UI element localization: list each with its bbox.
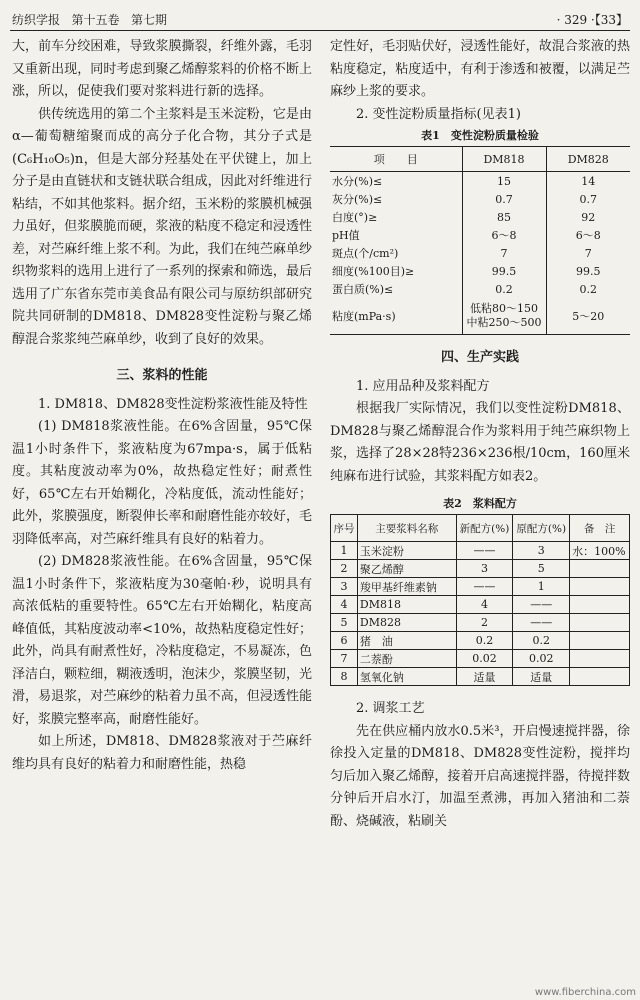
right-column [330, 36, 630, 996]
table-cell: 2 [456, 614, 513, 632]
header-rule [10, 30, 630, 31]
table-cell: 水：100% [570, 542, 630, 560]
table-cell: 5～20 [572, 310, 605, 323]
subsection-heading: 1. 应用品种及浆料配方 [356, 378, 490, 394]
table-row [331, 614, 630, 632]
table-cell: 3 [456, 560, 513, 578]
issue-number: 第七期 [130, 13, 167, 27]
table-cell [570, 596, 630, 614]
table-row [331, 668, 630, 686]
table-row [330, 298, 630, 335]
table-cell: 0.02 [513, 650, 570, 668]
table-header-row [331, 515, 630, 542]
table-row [330, 190, 630, 208]
table-cell: 水分(%)≤ [332, 175, 383, 188]
table-cell: 灰分(%)≤ [332, 193, 383, 206]
paragraph: 根据我厂实际情况，我们以变性淀粉DM818、DM828与聚乙烯醇混合作为浆料用于纯苎麻织物上浆，选择了28×28特236×236根/10cm，160厘米纯麻布进行试验，其浆料配方如表2。 [330, 401, 630, 484]
table-cell: 5 [331, 614, 358, 632]
table-cell: DM818 [357, 596, 456, 614]
paragraph: 定性好，毛羽贴伏好，浸透性能好，故混合浆液的热粘度稳定，粘度适中，有利于渗透和被覆，以满足苎麻纱上浆的要求。 [330, 39, 630, 99]
table-row [331, 578, 630, 596]
table-cell: 猪 油 [357, 632, 456, 650]
table-cell: 粘度(mPa·s) [332, 310, 396, 323]
section-heading: 四、生产实践 [440, 350, 519, 365]
table-cell: 0.2 [456, 632, 513, 650]
table-cell: 0.7 [462, 190, 546, 208]
subsection-heading: 2. 变性淀粉质量指标(见表1) [356, 106, 521, 122]
quality-table [330, 146, 630, 335]
table-row [331, 542, 630, 560]
table-cell: 5 [513, 560, 570, 578]
table-cell: 8 [331, 668, 358, 686]
header-left [12, 11, 167, 28]
page-number: · 329 ·【33】 [556, 13, 628, 27]
table-cell: 7 [462, 244, 546, 262]
table-cell: 99.5 [462, 262, 546, 280]
table-cell: 99.5 [576, 264, 601, 278]
table-header-cell: 项 目 [330, 147, 462, 172]
table-header-cell: 备 注 [570, 515, 630, 542]
table-cell: 3 [331, 578, 358, 596]
table-cell: 4 [456, 596, 513, 614]
table-row [331, 596, 630, 614]
table-cell: 二萘酚 [357, 650, 456, 668]
table-cell: 2 [331, 560, 358, 578]
table-cell: 聚乙烯醇 [357, 560, 456, 578]
table-row [330, 226, 630, 244]
table-row [331, 650, 630, 668]
table-cell: 1 [513, 578, 570, 596]
table-cell [570, 560, 630, 578]
table-cell: 蛋白质(%)≤ [332, 283, 394, 296]
table-cell: 羧甲基纤维素钠 [357, 578, 456, 596]
table-cell: 85 [462, 208, 546, 226]
table-header-cell: 主要浆料名称 [357, 515, 456, 542]
volume-number: 第十五卷 [71, 13, 120, 27]
table-row [330, 172, 630, 191]
section-heading: 三、浆料的性能 [116, 368, 208, 383]
table-cell [570, 614, 630, 632]
table-row [331, 560, 630, 578]
table-cell: 0.7 [579, 192, 597, 206]
table-header-cell: 新配方(%) [456, 515, 513, 542]
table-header-row [330, 147, 630, 172]
table-caption: 表1 变性淀粉质量检验 [421, 129, 539, 142]
table-cell: —— [513, 614, 570, 632]
table-cell [570, 632, 630, 650]
table-cell: 氢氧化钠 [357, 668, 456, 686]
table-cell: 白度(°)≥ [332, 211, 378, 224]
running-header [12, 6, 628, 28]
table-cell: 7 [331, 650, 358, 668]
table-cell: 3 [513, 542, 570, 560]
table-cell: DM828 [357, 614, 456, 632]
table-cell: 4 [331, 596, 358, 614]
watermark: www.fiberchina.com [534, 987, 636, 998]
table-cell: 7 [584, 246, 592, 260]
table-cell: 14 [581, 174, 596, 188]
table-cell [570, 650, 630, 668]
table-cell: 0.2 [579, 282, 597, 296]
left-column [12, 36, 312, 996]
table-cell: 玉米淀粉 [357, 542, 456, 560]
recipe-table [330, 514, 630, 686]
paragraph: 大，前车分绞困难，导致浆膜撕裂，纤维外露，毛羽又重新出现，同时考虑到聚乙烯醇浆料的价格不断上涨，所以，促使我们要对浆料进行新的选择。 [12, 39, 312, 99]
paragraph: (2) DM828浆液性能。在6%含固量，95℃保温1小时条件下，浆液粘度为30毫帕·秒，说明具有高浓低粘的重要特性。65℃左右开始糊化，粘度高峰值低，其粘度波动率<10%，故热粘度稳定性好；此外，尚具有耐煮性好，冷粘度稳定，不易凝冻，色泽洁白，颗粒细，糊液透明，泡沫少，浆膜坚韧，光滑，易退浆，对苎麻纱的粘着力虽不高，但浸透性能好，浆膜完整率高，耐磨性能好。 [12, 554, 312, 727]
table-cell: 6 [331, 632, 358, 650]
table-cell: 0.2 [462, 280, 546, 298]
paragraph: 如上所述，DM818、DM828浆液对于苎麻纤维均具有良好的粘着力和耐磨性能，热稳 [12, 734, 312, 772]
subsection-heading: 1. DM818、DM828变性淀粉浆液性能及特性 [38, 396, 308, 412]
table-cell: 1 [331, 542, 358, 560]
table-caption: 表2 浆料配方 [443, 497, 517, 510]
table-cell: —— [456, 542, 513, 560]
table-cell: 适量 [456, 668, 513, 686]
table-row [330, 244, 630, 262]
table-cell: 适量 [513, 668, 570, 686]
table-cell: 15 [462, 172, 546, 191]
table-cell: 0.02 [456, 650, 513, 668]
table-header-cell: 序号 [331, 515, 358, 542]
table-cell [570, 578, 630, 596]
table-cell: —— [513, 596, 570, 614]
table-cell: 6～8 [462, 226, 546, 244]
journal-name: 纺织学报 [12, 13, 61, 27]
table-row [330, 208, 630, 226]
table-cell: 92 [581, 210, 596, 224]
paragraph: 先在供应桶内放水0.5米³，开启慢速搅拌器，徐徐投入定量的DM818、DM828变性淀粉，搅拌均匀后加入聚乙烯醇，接着开启高速搅拌器，待搅拌数分钟后开启水汀，加温至煮沸，再加入猪油和二萘酚、烧碱液，粘刷关 [330, 723, 630, 829]
table-cell: —— [456, 578, 513, 596]
table-row [330, 280, 630, 298]
table-row [330, 262, 630, 280]
table-header-cell: 原配方(%) [513, 515, 570, 542]
table-cell: 0.2 [513, 632, 570, 650]
subsection-heading: 2. 调浆工艺 [356, 701, 425, 716]
table-cell: 低粘80～150 中粘250～500 [462, 298, 546, 335]
table-cell: pH值 [332, 229, 360, 242]
table-cell: 斑点(个/cm²) [332, 247, 399, 260]
table-cell: 细度(%100目)≥ [332, 265, 415, 278]
table-header-cell: DM828 [546, 147, 630, 172]
table-cell [570, 668, 630, 686]
table-row [331, 632, 630, 650]
paragraph: 供传统选用的第二个主浆料是玉米淀粉，它是由α—葡萄糖缩聚而成的高分子化合物，其分子式是(C₆H₁₀O₅)n，但是大部分羟基处在平伏键上，加上分子是由直链状和支链状联合组成，因此对纤维进行粘结，不如其他浆料。据介绍，玉米粉的浆膜机械强力虽好，但浆膜脆而硬，浆液的粘度不稳定和浸透性差，对苎麻纤维上浆不利。为此，我们在纯苎麻单纱织物浆料的选用上进行了一系列的探索和筛选，最后选用了广东省东莞市美食品有限公司与原纺织部研究院共同研制的DM818、DM828变性淀粉与聚乙烯醇混合浆浆纯苎麻单纱，收到了良好的效果。 [12, 106, 312, 347]
paragraph: (1) DM818浆液性能。在6%含固量，95℃保温1小时条件下，浆液粘度为67mpa·s，属于低粘度。其粘度波动率为0%，故热稳定性好；耐煮性好，65℃左右开始糊化，冷粘度低，流动性能好；此外，浆膜强度，断裂伸长率和耐磨性能亦较好，毛羽降低率高，对苎麻纤维具有良好的粘着力。 [12, 419, 312, 547]
table-header-cell: DM818 [462, 147, 546, 172]
table-cell: 6～8 [575, 229, 601, 242]
